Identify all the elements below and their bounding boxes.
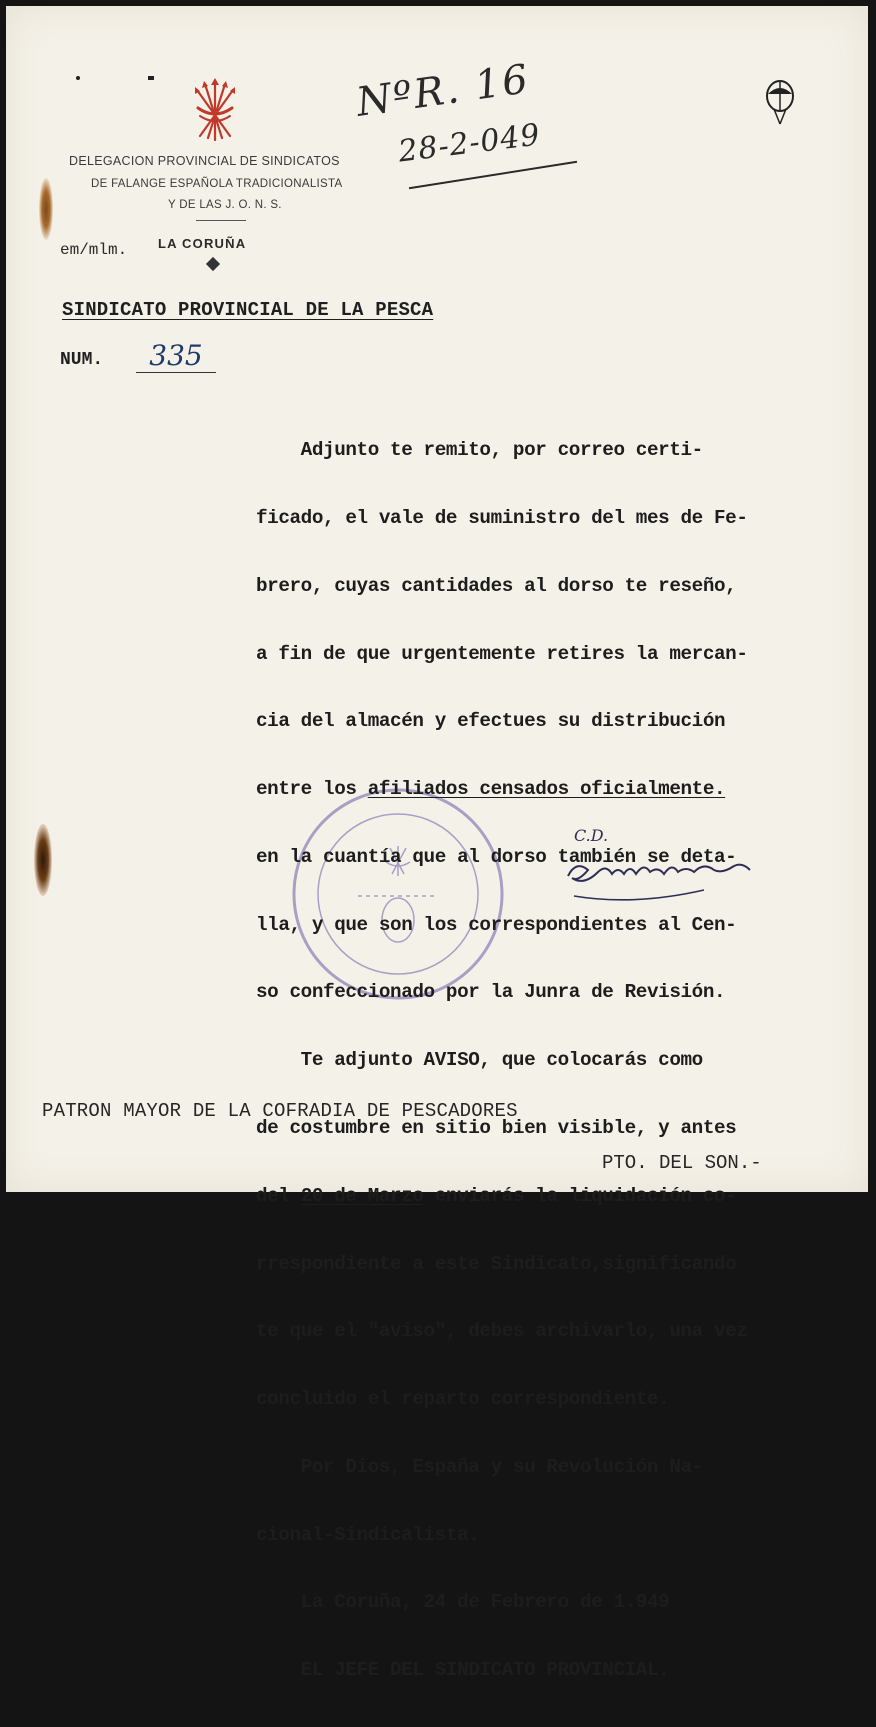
number-value: 335 <box>136 339 216 373</box>
body-line-start: del <box>256 1184 301 1207</box>
body-line: en la cuantía que al dorso también se deta- <box>256 845 737 868</box>
body-line: te que el "aviso", debes archivarlo, una vez <box>256 1320 748 1343</box>
body-line: cia del almacén y efectues su distribución <box>256 710 726 733</box>
ink-stain <box>34 824 52 896</box>
body-line: cional-Sindicalista. <box>256 1523 480 1546</box>
port-line: PTO. DEL SON.- <box>602 1152 762 1174</box>
letterhead-line-1: DELEGACION PROVINCIAL DE SINDICATOS <box>69 154 340 168</box>
signature-initials: C.D. <box>574 826 609 845</box>
body-line-end: enviarás la liquidación co- <box>423 1184 737 1207</box>
letterhead-line-2: DE FALANGE ESPAÑOLA TRADICIONALISTA <box>91 178 343 190</box>
document-page <box>6 6 868 1682</box>
body-line: Por Dios, España y su Revolución Na- <box>256 1455 703 1478</box>
body-line: lla, y que son los correspondientes al Cen- <box>256 913 737 936</box>
underlined-deadline: 20 de Marzo <box>300 1184 424 1207</box>
body-line <box>256 778 872 801</box>
body-line-start: entre los <box>256 778 368 801</box>
letterhead-line-3: Y DE LAS J. O. N. S. <box>168 199 282 211</box>
handwritten-signature <box>554 836 754 916</box>
yoke-and-arrows-icon <box>192 78 238 144</box>
body-line: Te adjunto AVISO, que colocarás como <box>256 1049 703 1072</box>
registry-number: NºR. 16 <box>353 56 533 126</box>
body-line: ficado, el vale de suministro del mes de Fe- <box>256 506 748 529</box>
body-line: so confeccionado por la Junra de Revisión. <box>256 981 726 1004</box>
punch-mark <box>148 76 154 80</box>
body-line <box>256 1185 872 1208</box>
body-line: de costumbre en sitio bien visible, y antes <box>256 1117 737 1139</box>
body-line: concluido el reparto correspondiente. <box>256 1388 670 1411</box>
recipient-line: PATRON MAYOR DE LA COFRADIA DE PESCADORES <box>42 1100 518 1122</box>
punch-mark <box>76 76 80 80</box>
ink-stain <box>39 178 53 240</box>
diamond-ornament-icon <box>206 257 220 271</box>
body-line: brero, cuyas cantidades al dorso te reseño, <box>256 574 737 597</box>
place-date-line: La Coruña, 24 de Febrero de 1.949 <box>256 1591 670 1614</box>
letterhead-divider <box>196 220 246 221</box>
balloon-mark-icon <box>764 78 796 130</box>
body-line: Adjunto te remito, por correo certi- <box>256 439 703 462</box>
number-label: NUM. <box>60 350 104 370</box>
signer-title-line: EL JEFE DEL SINDICATO PROVINCIAL. <box>256 1659 670 1682</box>
registry-date: 28-2-049 <box>396 117 543 170</box>
reference-initials: em/mlm. <box>60 241 128 259</box>
letter-body <box>256 394 872 1727</box>
body-line: rrespondiente a este Sindicato,significando <box>256 1252 737 1275</box>
underlined-phrase: afiliados censados oficialmente. <box>367 778 726 801</box>
body-line: a fin de que urgentemente retires la mercan- <box>256 642 748 665</box>
letterhead-city: LA CORUÑA <box>158 236 247 251</box>
department-heading: SINDICATO PROVINCIAL DE LA PESCA <box>62 299 434 321</box>
